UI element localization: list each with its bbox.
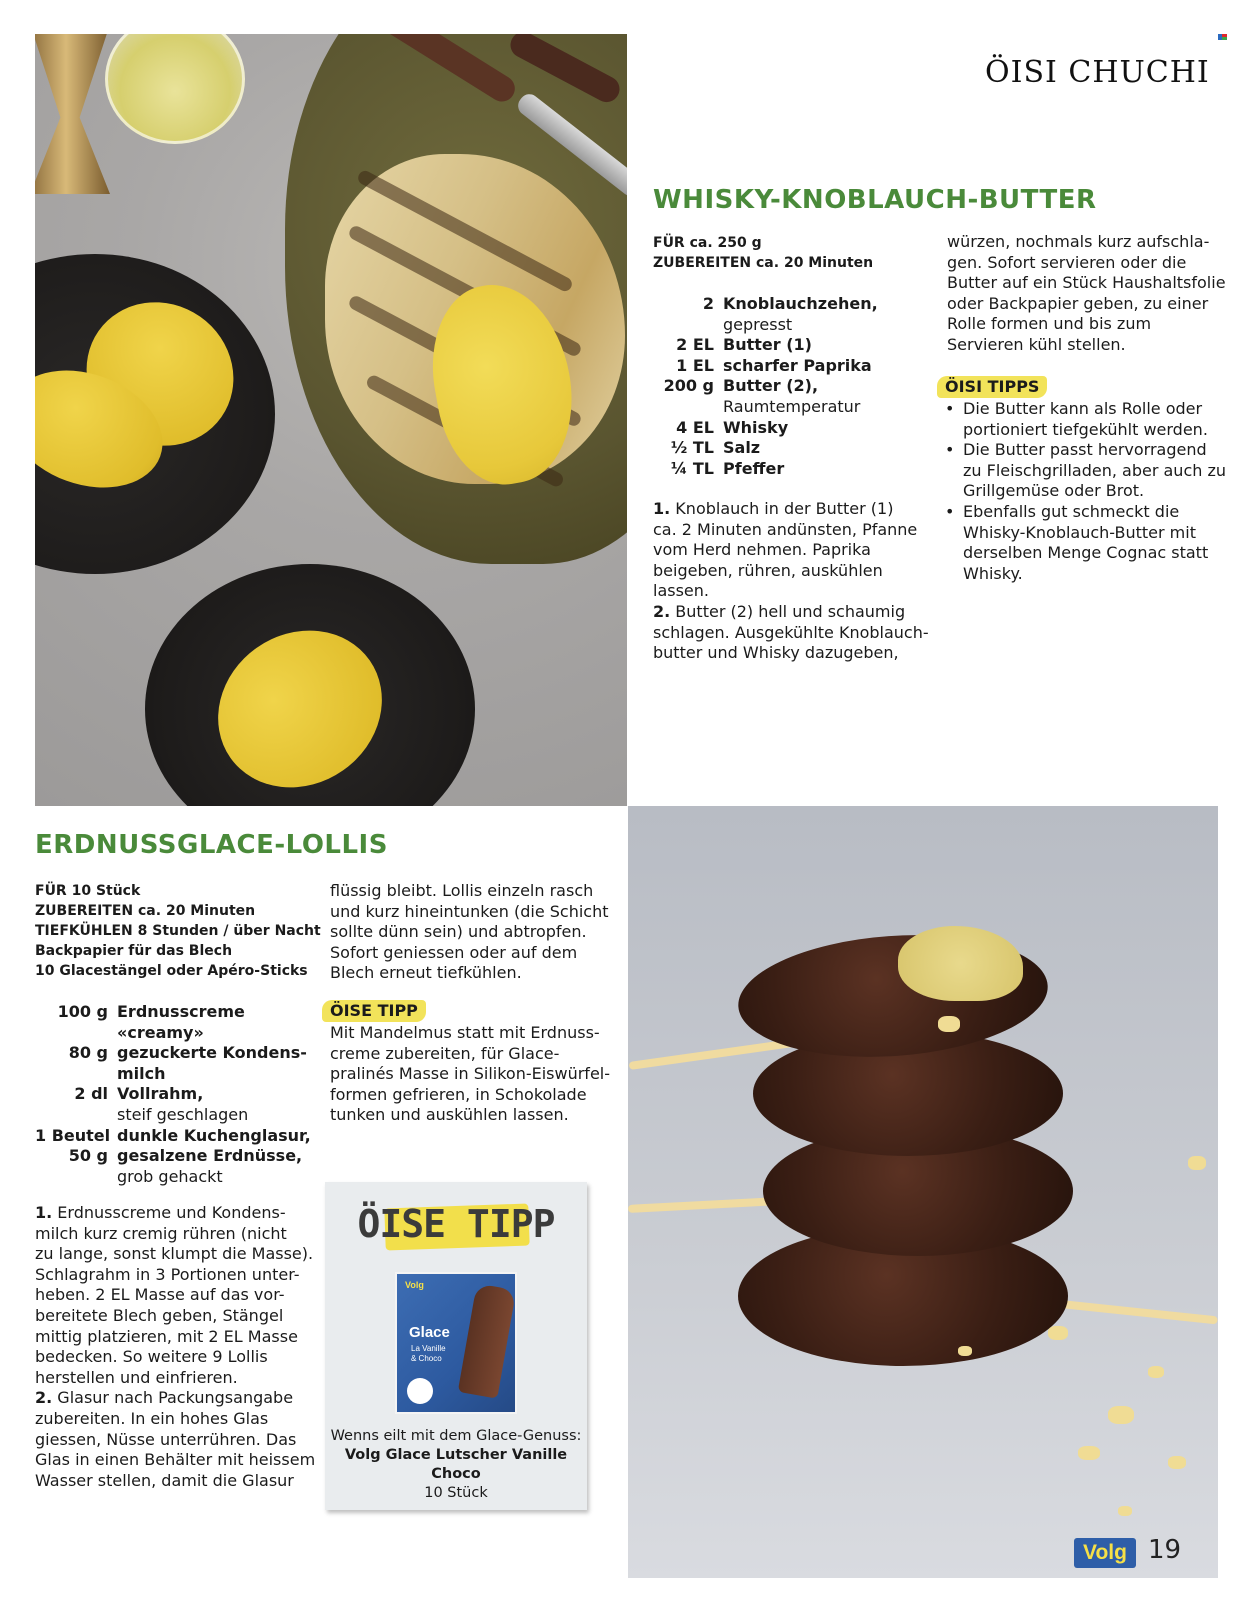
- step-1: 1. Erdnusscreme und Kondens- milch kurz cremig rühren (nicht zu lange, sonst klumpt die Masse). Schlagrahm in 3 Portionen unter- heben. 2 EL Masse auf das vor- bereitete Blech geben, Stängel mittig platzieren, mit 2 EL Masse bedecken. So weitere 9 Lollis herstellen und einfrieren.: [35, 1203, 314, 1387]
- page-number: 19: [1148, 1535, 1182, 1565]
- recipe-meta: [653, 233, 873, 273]
- ingredient-list: [35, 1002, 311, 1187]
- instructions-col1: [653, 499, 933, 664]
- tipp-text: Mit Mandelmus statt mit Erdnuss- creme zubereiten, für Glace- pralinés Masse in Silikon-Eiswürfel- formen gefrieren, in Schokolade tunken und auskühlen lassen.: [330, 1023, 610, 1125]
- ingredient-row: 2 Knoblauchzehen, gepresst: [702, 294, 878, 334]
- tipps-label: ÖISI TIPPS: [937, 376, 1047, 398]
- whisky-glass: [105, 34, 245, 144]
- instructions-col2: würzen, nochmals kurz aufschla- gen. Sofort servieren oder die Butter auf ein Stück Haushaltsfolie oder Backpapier geben, zu einer Rolle formen und bis zum Servieren kühl stellen.: [947, 232, 1226, 354]
- ingredient-row: 4 EL Whisky: [676, 417, 789, 437]
- ingredient-row: ¼ TL Pfeffer: [670, 458, 785, 478]
- ingredient-row: 200 g Butter (2), Raumtemperatur: [663, 376, 861, 416]
- ingredient-row: 50 g gesalzene Erdnüsse, grob gehackt: [68, 1146, 303, 1186]
- instructions-col1: [35, 1203, 320, 1491]
- tipps-list: [945, 399, 1230, 584]
- ice-cream-bar-image: [458, 1283, 516, 1398]
- instructions-col2: flüssig bleibt. Lollis einzeln rasch und kurz hineintunken (die Schicht sollte dünn sein) und abtropfen. Sofort geniessen oder auf dem Blech erneut tiefkühlen.: [330, 881, 609, 983]
- tipp-box-heading: ÖISE TIPP: [357, 1202, 555, 1246]
- jigger: [35, 34, 110, 194]
- ingredient-row: ½ TL Salz: [670, 438, 761, 458]
- ingredient-row: 100 g Erdnusscreme «creamy»: [57, 1002, 245, 1042]
- ingredient-row: 2 EL Butter (1): [676, 335, 812, 355]
- tipp-item: • Ebenfalls gut schmeckt die Whisky-Knoblauch-Butter mit derselben Menge Cognac statt Whisky.: [945, 501, 1209, 583]
- recipe-title-whisky-butter: WHISKY-KNOBLAUCH-BUTTER: [653, 185, 1097, 215]
- meta-line: FÜR ca. 250 g: [653, 235, 762, 251]
- photo-grilled-chicken-with-butter: [35, 34, 627, 806]
- ingredient-row: 80 g gezuckerte Kondens- milch: [68, 1043, 307, 1083]
- ingredient-row: 1 Beutel dunkle Kuchenglasur,: [35, 1125, 311, 1145]
- recipe-meta: FÜR 10 Stück ZUBEREITEN ca. 20 Minuten TIEFKÜHLEN 8 Stunden / über Nacht Backpapier für das Blech 10 Glacestängel oder Apéro-Sticks: [35, 883, 321, 979]
- step-2: 2. Glasur nach Packungsangabe zubereiten. In ein hohes Glas giessen, Nüsse unterrühren. Das Glas in einen Behälter mit heissem Wasser stellen, damit die Glasur: [35, 1388, 316, 1490]
- tipp-label: ÖISE TIPP: [322, 1000, 426, 1022]
- flag-icon: [1218, 34, 1227, 40]
- tipp-item: • Die Butter passt hervorragend zu Fleischgrilladen, aber auch zu Grillgemüse oder Brot.: [945, 440, 1226, 501]
- tipp-item: • Die Butter kann als Rolle oder portioniert tiefgekühlt werden.: [945, 399, 1208, 439]
- ingredient-row: 1 EL scharfer Paprika: [676, 355, 872, 375]
- volg-logo: Volg: [1074, 1538, 1136, 1568]
- recipe-title-erdnuss-lollis: ERDNUSSGLACE-LOLLIS: [35, 830, 388, 860]
- ingredient-row: 2 dl Vollrahm, steif geschlagen: [74, 1084, 249, 1124]
- step-2: 2. Butter (2) hell und schaumig schlagen. Ausgekühlte Knoblauch- butter und Whisky dazugeben,: [653, 601, 929, 663]
- product-package: Volg Glace La Vanille & Choco: [395, 1272, 517, 1414]
- magazine-section-title: ÖISI CHUCHI: [985, 55, 1210, 90]
- meta-line: ZUBEREITEN ca. 20 Minuten: [653, 255, 874, 271]
- ingredient-list: [653, 294, 878, 479]
- photo-erdnuss-lollis: [628, 806, 1218, 1578]
- peanut-ice-cream-bite: [898, 926, 1023, 1001]
- product-tipp-box: [325, 1182, 587, 1510]
- step-1: 1. Knoblauch in der Butter (1) ca. 2 Minuten andünsten, Pfanne vom Herd nehmen. Paprika beigeben, rühren, auskühlen lassen.: [653, 499, 918, 601]
- tipp-caption: Wenns eilt mit dem Glace-Genuss: Volg Glace Lutscher Vanille Choco 10 Stück: [330, 1428, 582, 1501]
